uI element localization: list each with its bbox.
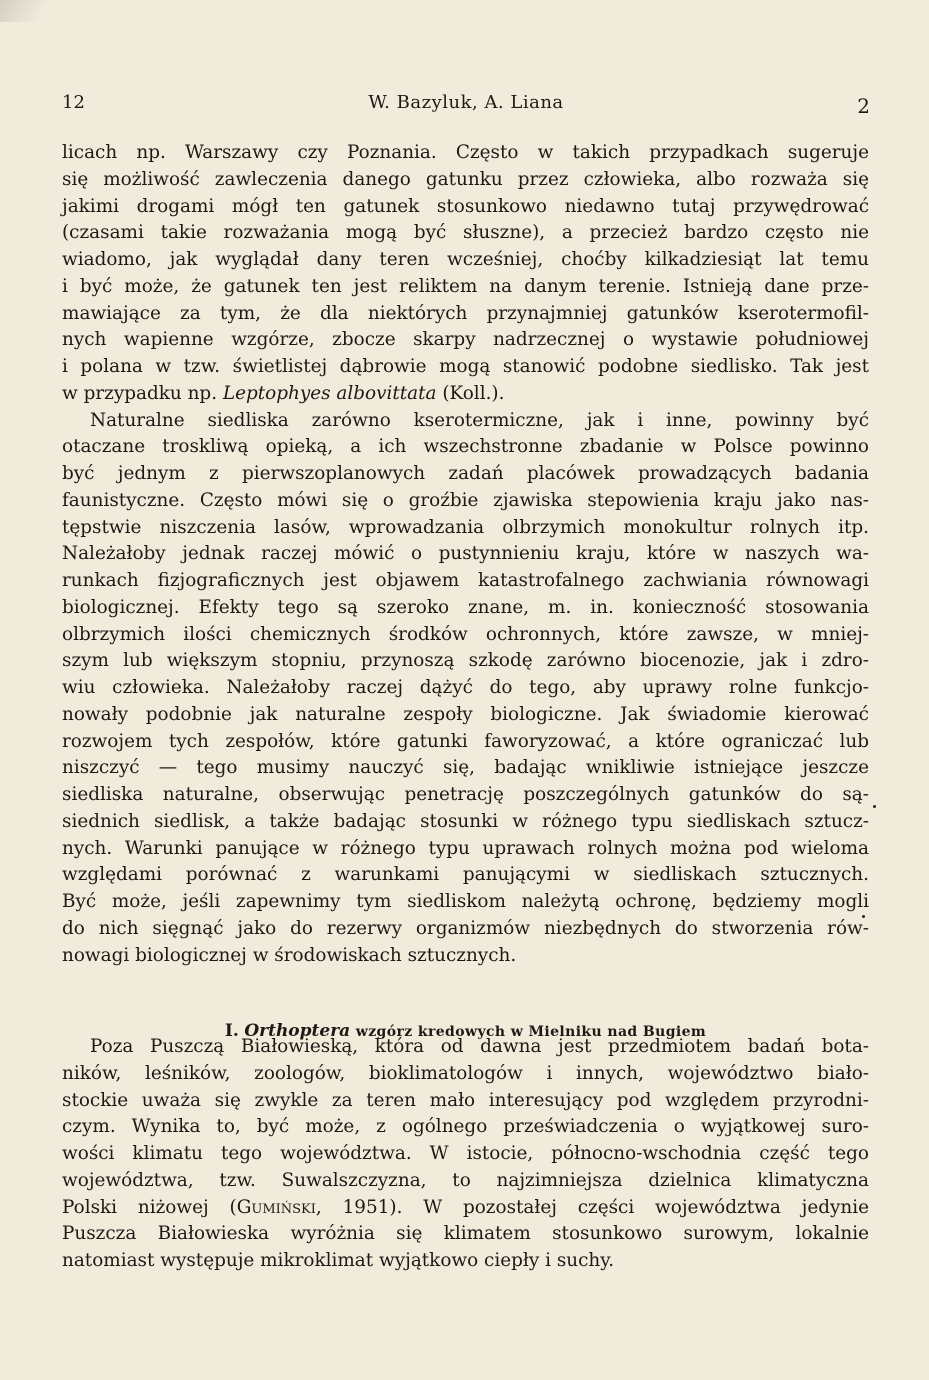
text-line: (czasami takie rozważania mogą być słuszne), a przecież bardzo często nie: [62, 222, 869, 244]
text-line: Być może, jeśli zapewnimy tym siedliskom należytą ochronę, będziemy mogli: [62, 891, 869, 912]
text-line: jakimi drogami mógł ten gatunek stosunkowo niedawno tutaj przywędrować: [62, 195, 869, 217]
section-title-rest: wzgórz kredowych w Mielniku nad Bugiem: [355, 1024, 707, 1040]
page-number: 12: [62, 92, 85, 113]
text-line: Polski niżowej (Gumiński, 1951). W pozostałej części województwa jedynie: [62, 1196, 869, 1218]
species-name: Leptophyes albovittata: [222, 382, 437, 404]
text-line: natomiast występuje mikroklimat wyjątkowo ciepły i suchy.: [62, 1250, 615, 1271]
text-line: w przypadku np. Leptophyes albovittata (Koll.).: [62, 382, 505, 404]
text-line: niszczyć — tego musimy nauczyć się, badając wnikliwie istniejące jeszcze: [62, 757, 869, 779]
text-line: rozwojem tych zespołów, które gatunki faworyzować, a które ograniczać lub: [62, 730, 869, 752]
author-citation: Gumiński: [236, 1196, 316, 1218]
paragraph-habitats: [62, 408, 869, 970]
scan-smudge: [0, 0, 60, 22]
signature-mark: 2: [857, 94, 870, 118]
text-line: nych wapienne wzgórze, zbocze skarpy nadrzecznej o wystawie południowej: [62, 329, 869, 351]
text-line: i polana w tzw. świetlistej dąbrowie mogą stanowić podobne siedlisko. Tak jest: [62, 356, 869, 377]
text-line: Poza Puszczą Białowieską, która od dawna jest przedmiotem badań bota-: [90, 1036, 869, 1057]
text-line: mawiające za tym, że dla niektórych przynajmniej gatunków kserotermofil-: [62, 302, 869, 324]
running-head-authors: W. Bazyluk, A. Liana: [368, 92, 564, 113]
text-line: faunistyczne. Często mówi się o groźbie zjawiska stepowienia kraju jako nas-: [62, 489, 869, 511]
text-line: względami porównać z warunkami panującymi w siedliskach sztucznych.: [62, 864, 869, 886]
margin-speck: [873, 805, 876, 808]
paragraph-bialowieza: [62, 1034, 869, 1275]
text-line: Puszcza Białowieska wyróżnia się klimatem stosunkowo surowym, lokalnie: [62, 1223, 869, 1245]
text-line: wiu człowieka. Należałoby raczej dążyć do tego, aby uprawy rolne funkcjo-: [62, 677, 869, 698]
text-line: siedliska naturalne, obserwując penetrację poszczególnych gatunków do są-: [62, 784, 869, 805]
text-line: otaczane troskliwą opieką, a ich wszechstronne zbadanie w Polsce powinno: [62, 436, 869, 458]
text-line: biologicznej. Efekty tego są szeroko znane, m. in. konieczność stosowania: [62, 596, 869, 618]
text-line: runkach fizjograficznych jest objawem katastrofalnego zachwiania równowagi: [62, 570, 869, 591]
text-line: licach np. Warszawy czy Poznania. Często w takich przypadkach sugeruje: [62, 142, 869, 163]
text-line: wiadomo, jak wyglądał dany teren wcześniej, choćby kilkadziesiąt lat temu: [62, 249, 869, 270]
text-line: czym. Wynika to, być może, z ogólnego przeświadczenia o wyjątkowej suro-: [62, 1116, 869, 1138]
text-line: nych. Warunki panujące w różnego typu uprawach rolnych można pod wieloma: [62, 837, 869, 859]
text-line: nowagi biologicznej w środowiskach sztucznych.: [62, 944, 517, 966]
text-line: stockie uważa się zwykle za teren mało interesujący pod względem przyrodni-: [62, 1089, 869, 1111]
paragraph-continued: [62, 140, 869, 408]
text-line: do nich sięgnąć jako do rezerwy organizmów niezbędnych do stworzenia rów-: [62, 917, 869, 939]
text-line: wości klimatu tego województwa. W istocie, północno-wschodnia część tego: [62, 1143, 869, 1164]
section-taxon: Orthoptera: [244, 1021, 351, 1041]
text-line: siednich siedlisk, a także badając stosunki w różnego typu siedliskach sztucz-: [62, 810, 869, 832]
text-line: olbrzymich ilości chemicznych środków ochronnych, które zawsze, w mniej-: [62, 623, 869, 645]
running-head: [62, 92, 870, 122]
text-line: być jednym z pierwszoplanowych zadań placówek prowadzących badania: [62, 463, 869, 484]
text-line: się możliwość zawleczenia danego gatunku przez człowieka, albo rozważa się: [62, 168, 869, 190]
section-number: I.: [224, 1021, 239, 1041]
text-line: szym lub większym stopniu, przynoszą szkodę zarówno biocenozie, jak i zdro-: [62, 650, 869, 672]
text-line: i być może, że gatunek ten jest reliktem na danym terenie. Istnieją dane prze-: [62, 275, 869, 297]
text-line: nowały podobnie jak naturalne zespoły biologiczne. Jak świadomie kierować: [62, 703, 869, 725]
text-line: ników, leśników, zoologów, bioklimatologów i innych, województwo biało-: [62, 1062, 869, 1084]
text-line: tępstwie niszczenia lasów, wprowadzania olbrzymich monokultur rolnych itp.: [62, 516, 869, 538]
text-line: województwa, tzw. Suwalszczyzna, to najzimniejsza dzielnica klimatyczna: [62, 1169, 869, 1191]
margin-speck: [862, 915, 865, 918]
text-line: Naturalne siedliska zarówno kserotermiczne, jak i inne, powinny być: [90, 409, 869, 431]
text-line: Należałoby jednak raczej mówić o pustynnieniu kraju, które w naszych wa-: [62, 543, 869, 565]
